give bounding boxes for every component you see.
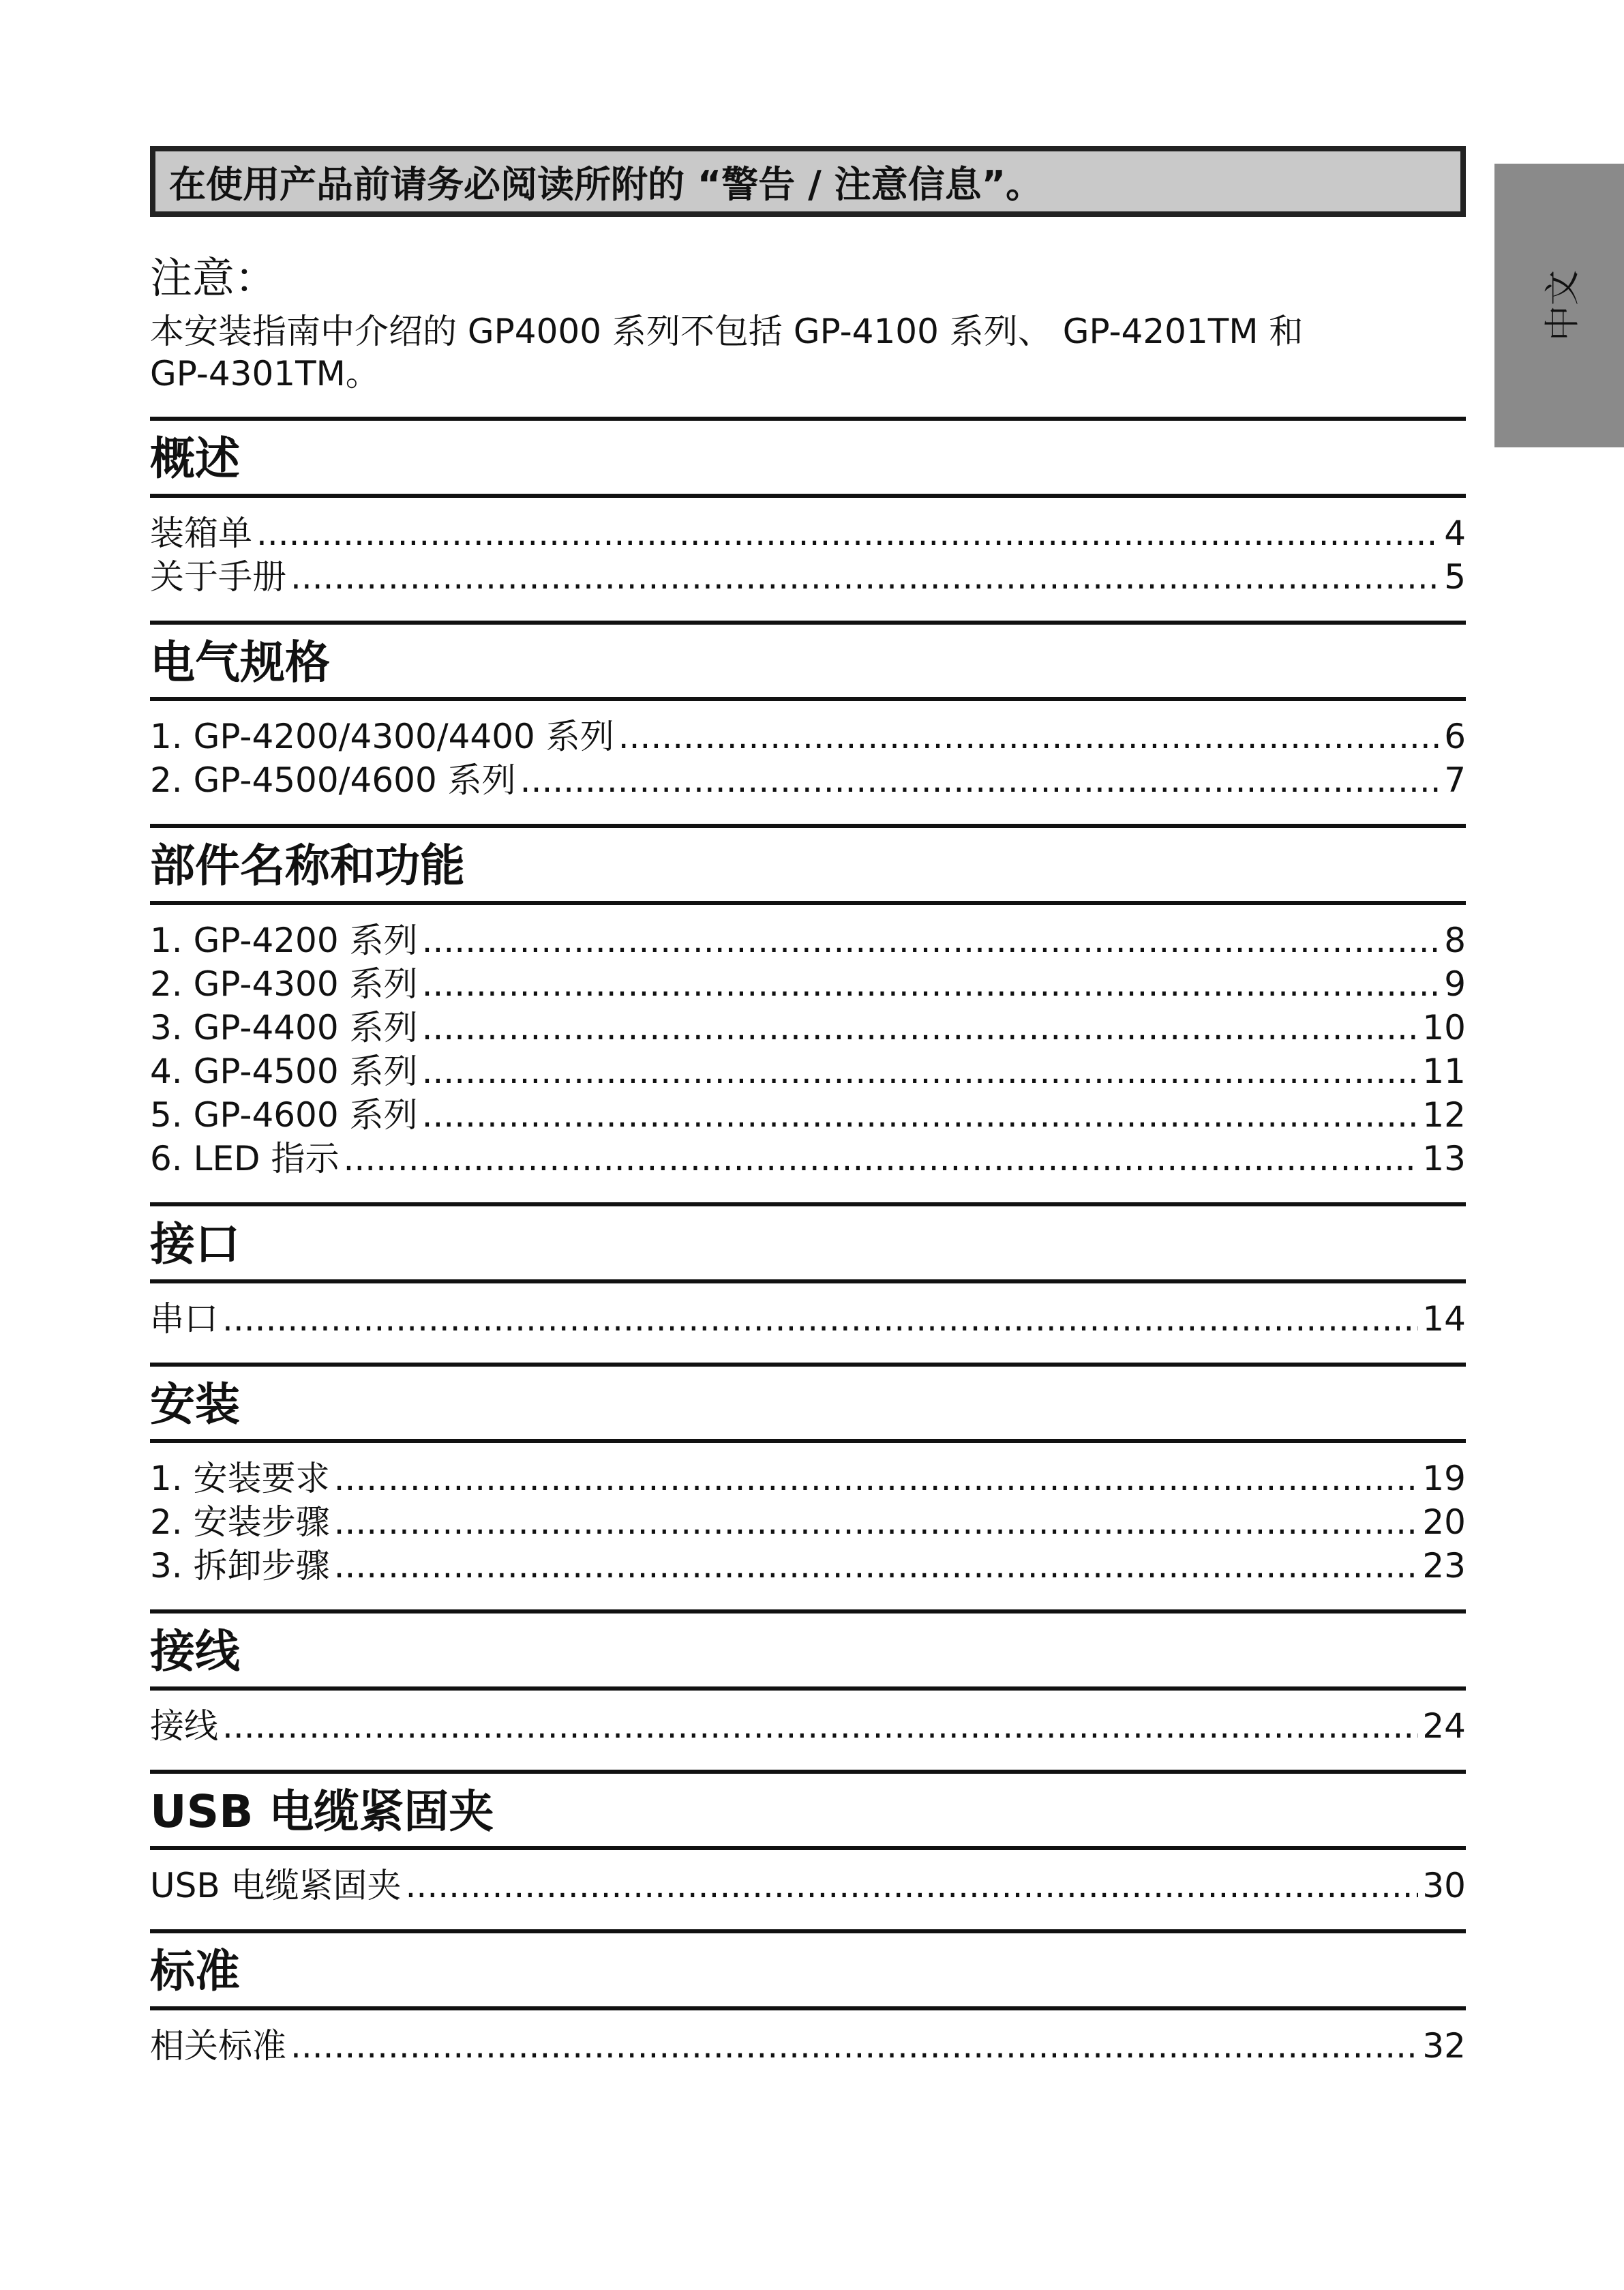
toc-entry[interactable] (150, 758, 1466, 802)
toc-entry-label: 关于手册 (150, 556, 286, 597)
section-part-names (150, 824, 1466, 1180)
toc-leader-dots (334, 1500, 1419, 1544)
toc-entry-page: 5 (1444, 556, 1466, 597)
toc-leader-dots (422, 919, 1441, 962)
warning-text: 在使用产品前请务必阅读所附的 “警告 / 注意信息”。 (169, 162, 1043, 206)
toc-entry[interactable] (150, 1050, 1466, 1093)
toc-entry-label: 2. GP-4500/4600 系列 (150, 760, 516, 801)
toc-entry-page: 8 (1444, 921, 1466, 961)
toc-entry-page: 10 (1422, 1008, 1466, 1048)
toc-leader-dots (222, 1704, 1418, 1748)
toc-entry[interactable] (150, 1297, 1466, 1341)
section-installation (150, 1363, 1466, 1588)
notice-title: 注意： (150, 253, 277, 303)
toc-entry-label: 2. 安装步骤 (150, 1502, 330, 1543)
toc-entry-page: 12 (1422, 1095, 1466, 1135)
section-heading: 标准 (150, 1933, 1466, 2010)
language-tab[interactable] (1494, 164, 1624, 447)
toc-entry[interactable] (150, 2024, 1466, 2068)
toc-entry-page: 20 (1422, 1502, 1466, 1543)
toc-entry[interactable] (150, 1137, 1466, 1180)
toc-leader-dots (422, 1050, 1419, 1093)
toc-leader-dots (334, 1457, 1419, 1500)
toc-entry[interactable] (150, 1006, 1466, 1050)
toc-entry-label: 5. GP-4600 系列 (150, 1095, 418, 1135)
toc-entry-label: 3. 拆卸步骤 (150, 1546, 330, 1586)
toc-page (150, 146, 1466, 2068)
notice-line-1: 本安装指南中介绍的 GP4000 系列不包括 GP-4100 系列、 GP-4201TM 和 (150, 312, 1304, 352)
toc-entry[interactable] (150, 555, 1466, 599)
toc-leader-dots (422, 962, 1441, 1006)
toc-entry-page: 6 (1444, 717, 1466, 757)
toc-leader-dots (343, 1137, 1418, 1180)
section-electrical-specs (150, 621, 1466, 803)
section-heading: USB 电缆紧固夹 (150, 1774, 1466, 1851)
toc-entry-label: 6. LED 指示 (150, 1139, 340, 1179)
toc-entry-page: 24 (1422, 1706, 1466, 1746)
toc-entry-page: 14 (1422, 1298, 1466, 1339)
toc-entry-label: 接线 (150, 1706, 218, 1746)
toc-entry-page: 19 (1422, 1459, 1466, 1499)
section-heading: 接线 (150, 1614, 1466, 1691)
toc-entry-page: 23 (1422, 1546, 1466, 1586)
toc-entry-label: 1. GP-4200 系列 (150, 921, 418, 961)
toc-entry[interactable] (150, 1704, 1466, 1748)
toc-entry-label: 2. GP-4300 系列 (150, 964, 418, 1005)
toc-leader-dots (290, 2024, 1418, 2068)
toc-leader-dots (256, 511, 1440, 555)
toc-entry[interactable] (150, 1457, 1466, 1500)
toc-entry-page: 9 (1444, 964, 1466, 1005)
toc-entry[interactable] (150, 1093, 1466, 1137)
toc-entry-page: 7 (1444, 760, 1466, 801)
section-heading: 安装 (150, 1367, 1466, 1444)
toc-entry[interactable] (150, 715, 1466, 758)
toc-leader-dots (422, 1093, 1419, 1137)
toc-entry-label: 4. GP-4500 系列 (150, 1052, 418, 1092)
table-of-contents (150, 417, 1466, 2068)
warning-banner (150, 146, 1466, 217)
section-heading: 部件名称和功能 (150, 828, 1466, 905)
toc-entry-page: 32 (1422, 2026, 1466, 2066)
toc-entry-page: 13 (1422, 1139, 1466, 1179)
toc-leader-dots (520, 758, 1441, 802)
section-overview (150, 417, 1466, 599)
notice-block (150, 254, 1466, 395)
notice-line-2: GP-4301TM。 (150, 354, 380, 394)
toc-entry-label: USB 电缆紧固夹 (150, 1866, 402, 1906)
toc-entry-page: 30 (1422, 1866, 1466, 1906)
notice-body (150, 310, 1466, 395)
section-heading: 概述 (150, 421, 1466, 498)
toc-leader-dots (290, 555, 1440, 599)
toc-leader-dots (618, 715, 1440, 758)
section-heading: 电气规格 (150, 625, 1466, 702)
section-wiring (150, 1609, 1466, 1748)
section-interface (150, 1202, 1466, 1341)
section-standards (150, 1929, 1466, 2068)
toc-leader-dots (222, 1297, 1418, 1341)
toc-entry-label: 串口 (150, 1298, 218, 1339)
toc-entry[interactable] (150, 511, 1466, 555)
toc-entry-label: 相关标准 (150, 2026, 286, 2066)
toc-entry-label: 1. 安装要求 (150, 1459, 330, 1499)
toc-entry[interactable] (150, 962, 1466, 1006)
toc-leader-dots (406, 1864, 1419, 1907)
toc-entry-page: 4 (1444, 513, 1466, 553)
section-usb-clamp (150, 1770, 1466, 1908)
toc-entry[interactable] (150, 1544, 1466, 1588)
toc-leader-dots (334, 1544, 1419, 1588)
toc-entry[interactable] (150, 1500, 1466, 1544)
section-heading: 接口 (150, 1206, 1466, 1283)
toc-entry-label: 3. GP-4400 系列 (150, 1008, 418, 1048)
toc-leader-dots (422, 1006, 1419, 1050)
toc-entry-label: 装箱单 (150, 513, 252, 553)
toc-entry-label: 1. GP-4200/4300/4400 系列 (150, 717, 614, 757)
toc-entry[interactable] (150, 919, 1466, 962)
language-tab-label: 中文 (1542, 269, 1584, 342)
toc-entry[interactable] (150, 1864, 1466, 1907)
toc-entry-page: 11 (1422, 1052, 1466, 1092)
